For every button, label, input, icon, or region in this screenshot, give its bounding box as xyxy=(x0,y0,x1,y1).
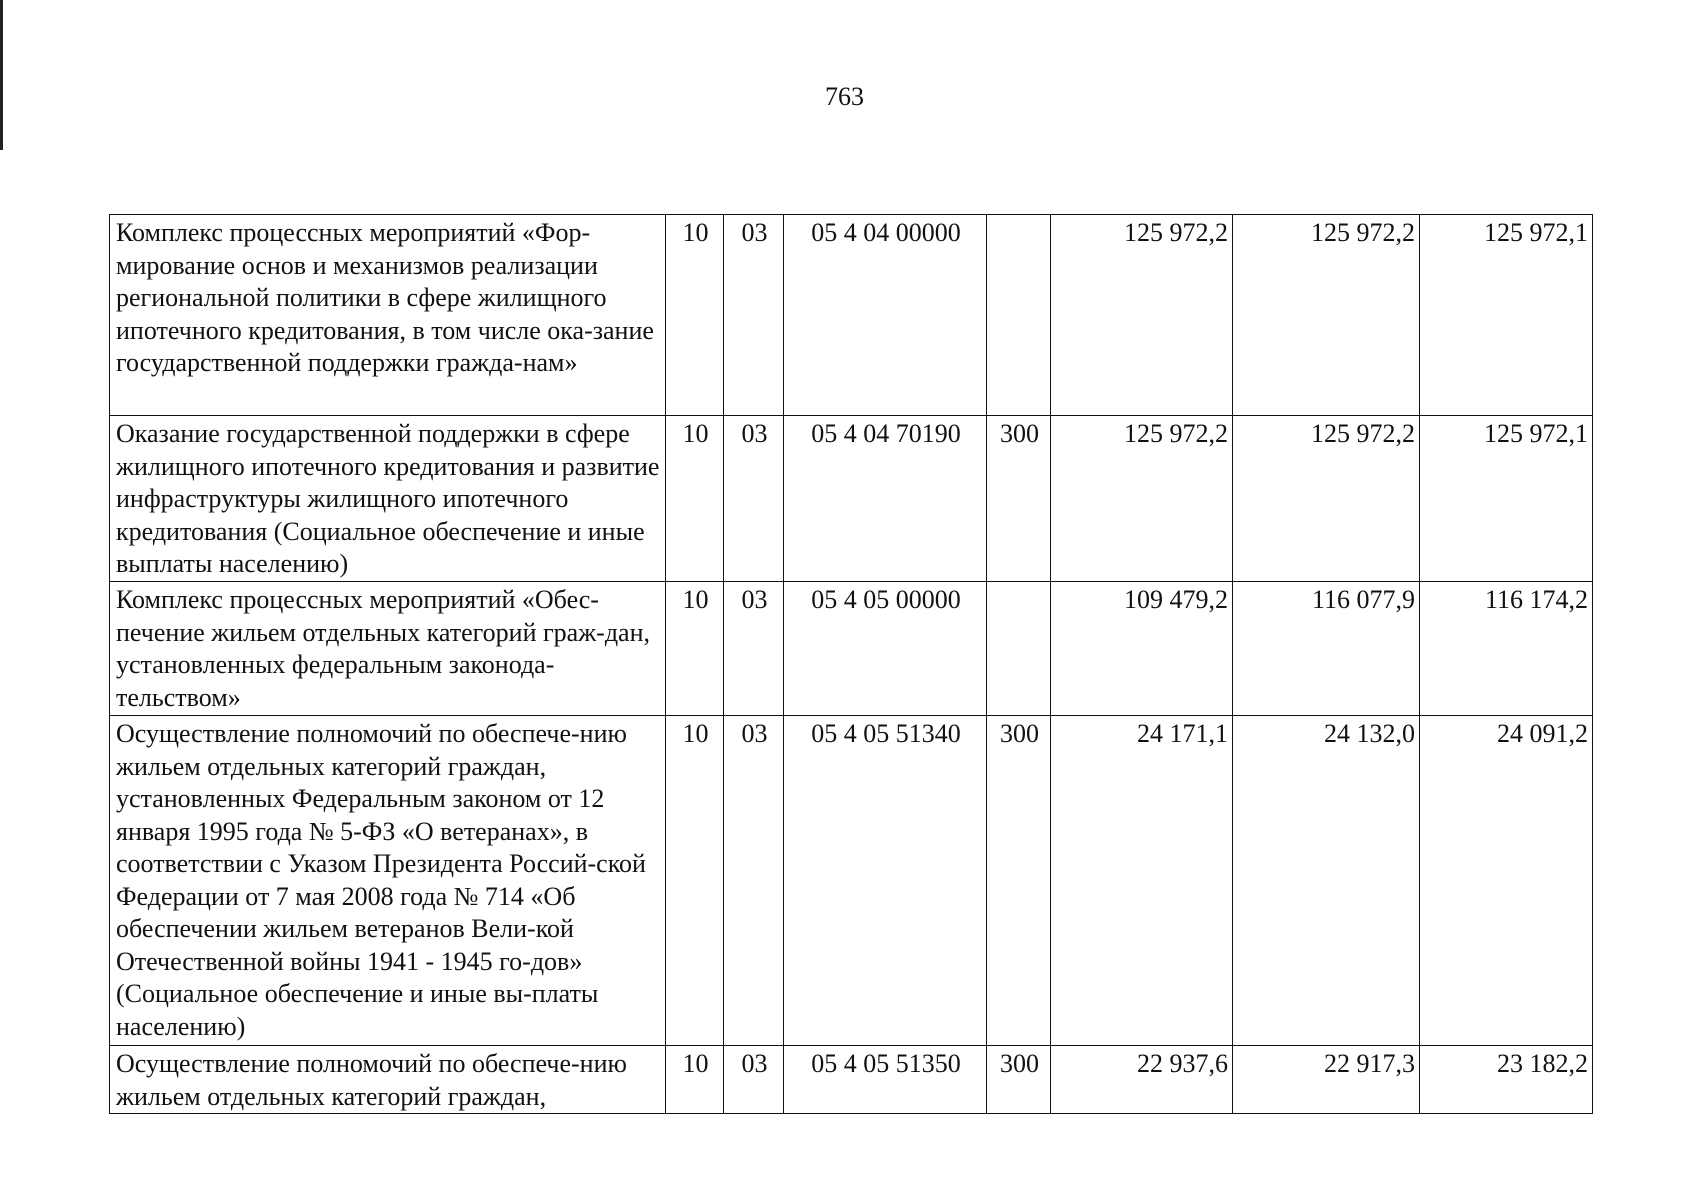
target-article-code: 05 4 04 70190 xyxy=(784,416,987,582)
table-row xyxy=(110,416,1593,582)
amount-1: 24 171,1 xyxy=(1051,716,1233,1046)
amount-2: 125 972,2 xyxy=(1233,416,1420,582)
item-name: Комплекс процессных мероприятий «Обес-печение жильем отдельных категорий граж-дан, установленных федеральным законода-тельством» xyxy=(110,582,666,716)
amount-3: 125 972,1 xyxy=(1420,416,1593,582)
section-code: 10 xyxy=(666,1046,724,1114)
scan-margin-mark xyxy=(0,0,3,150)
table-row xyxy=(110,582,1593,716)
section-code: 10 xyxy=(666,416,724,582)
expense-type-code xyxy=(987,582,1051,716)
amount-3: 125 972,1 xyxy=(1420,215,1593,416)
section-code: 10 xyxy=(666,716,724,1046)
item-name: Осуществление полномочий по обеспече-нию жильем отдельных категорий граждан, установленных Федеральным законом от 12 января 1995 года № 5-ФЗ «О ветеранах», в соответствии с Указом Президента Россий-ской Федерации от 7 мая 2008 года № 714 «Об обеспечении жильем ветеранов Вели-кой Отечественной войны 1941 - 1945 го-дов» (Социальное обеспечение и иные вы-платы населению) xyxy=(110,716,666,1046)
expense-type-code xyxy=(987,215,1051,416)
amount-1: 125 972,2 xyxy=(1051,416,1233,582)
target-article-code: 05 4 05 00000 xyxy=(784,582,987,716)
amount-3: 24 091,2 xyxy=(1420,716,1593,1046)
expense-type-code: 300 xyxy=(987,416,1051,582)
item-name: Комплекс процессных мероприятий «Фор-мирование основ и механизмов реализации региональной политики в сфере жилищного ипотечного кредитования, в том числе ока-зание государственной поддержки гражда-нам» xyxy=(110,215,666,416)
target-article-code: 05 4 04 00000 xyxy=(784,215,987,416)
expense-type-code: 300 xyxy=(987,716,1051,1046)
table-row xyxy=(110,215,1593,416)
amount-1: 125 972,2 xyxy=(1051,215,1233,416)
target-article-code: 05 4 05 51340 xyxy=(784,716,987,1046)
amount-1: 22 937,6 xyxy=(1051,1046,1233,1114)
amount-3: 23 182,2 xyxy=(1420,1046,1593,1114)
section-code: 10 xyxy=(666,582,724,716)
subsection-code: 03 xyxy=(724,1046,784,1114)
item-name: Осуществление полномочий по обеспече-нию жильем отдельных категорий граждан, xyxy=(110,1046,666,1114)
subsection-code: 03 xyxy=(724,716,784,1046)
amount-2: 116 077,9 xyxy=(1233,582,1420,716)
subsection-code: 03 xyxy=(724,416,784,582)
page-number: 763 xyxy=(825,82,864,111)
amount-3: 116 174,2 xyxy=(1420,582,1593,716)
table-row xyxy=(110,716,1593,1046)
item-name: Оказание государственной поддержки в сфере жилищного ипотечного кредитования и развитие инфраструктуры жилищного ипотечного кредитования (Социальное обеспечение и иные выплаты населению) xyxy=(110,416,666,582)
target-article-code: 05 4 05 51350 xyxy=(784,1046,987,1114)
subsection-code: 03 xyxy=(724,582,784,716)
subsection-code: 03 xyxy=(724,215,784,416)
budget-table xyxy=(109,214,1593,1114)
section-code: 10 xyxy=(666,215,724,416)
expense-type-code: 300 xyxy=(987,1046,1051,1114)
amount-2: 22 917,3 xyxy=(1233,1046,1420,1114)
amount-2: 24 132,0 xyxy=(1233,716,1420,1046)
amount-1: 109 479,2 xyxy=(1051,582,1233,716)
amount-2: 125 972,2 xyxy=(1233,215,1420,416)
table-row xyxy=(110,1046,1593,1114)
